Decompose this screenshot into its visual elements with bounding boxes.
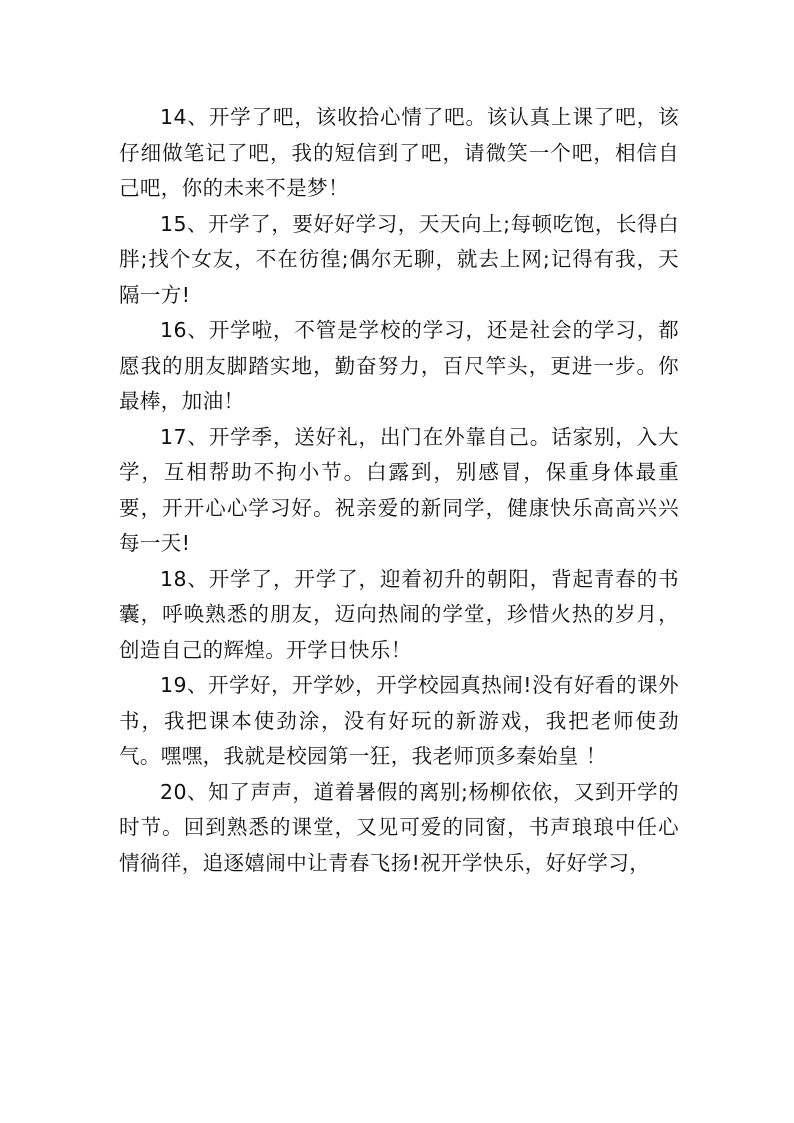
- paragraph-20: 20、知了声声，道着暑假的离别;杨柳依依，又到开学的时节。回到熟悉的课堂，又见可爱的同窗，书声琅琅中任心情徜徉，追逐嬉闹中让青春飞扬!祝开学快乐，好好学习，: [119, 779, 679, 875]
- paragraph-19: 19、开学好，开学妙，开学校园真热闹!没有好看的课外书，我把课本使劲涂，没有好玩的新游戏，我把老师使劲气。嘿嘿，我就是校园第一狂，我老师顶多秦始皇 ！: [119, 673, 679, 768]
- paragraph-16: 16、开学啦，不管是学校的学习，还是社会的学习，都愿我的朋友脚踏实地，勤奋努力，百尺竿头，更进一步。你最棒，加油！: [119, 318, 679, 413]
- paragraph-14: 14、开学了吧，该收拾心情了吧。该认真上课了吧，该仔细做笔记了吧，我的短信到了吧，请微笑一个吧，相信自己吧，你的未来不是梦！: [119, 105, 679, 200]
- document-body: [119, 100, 679, 881]
- paragraph-17: 17、开学季，送好礼，出门在外靠自己。话家别，入大学，互相帮助不拘小节。白露到，别感冒，保重身体最重要，开开心心学习好。祝亲爱的新同学，健康快乐高高兴兴每一天!: [119, 424, 679, 555]
- paragraph-18: 18、开学了，开学了，迎着初升的朝阳，背起青春的书囊，呼唤熟悉的朋友，迈向热闹的学堂，珍惜火热的岁月，创造自己的辉煌。开学日快乐！: [119, 566, 679, 662]
- paragraph-15: 15、开学了，要好好学习，天天向上;每顿吃饱，长得白胖;找个女友，不在彷徨;偶尔无聊，就去上网;记得有我，天隔一方!: [119, 211, 679, 307]
